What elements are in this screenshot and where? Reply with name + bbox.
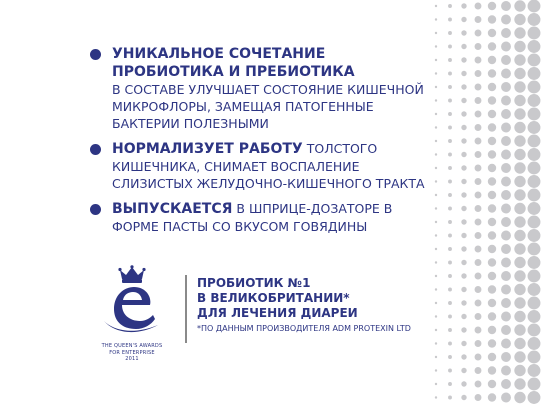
feature-item-1 [90,45,430,132]
feature-item-3 [90,200,430,235]
claim-line: В ВЕЛИКОБРИТАНИИ* [197,291,350,305]
bullet-icon [90,204,101,215]
feature-list [90,45,430,243]
claim-block [197,276,417,334]
feature-body: ТОЛСТОГО КИШЕЧНИКА, СНИМАЕТ ВОСПАЛЕНИЕ СЛИЗИСТЫХ ЖЕЛУДОЧНО-КИШЕЧНОГО ТРАКТА [112,141,425,191]
award-caption [92,343,172,363]
feature-heading-line: ПРОБИОТИКА И ПРЕБИОТИКА [112,64,355,80]
divider [185,275,187,343]
award-caption-line: THE QUEEN'S AWARDS [101,343,163,349]
award-year: 2011 [125,356,139,362]
feature-body: В ШПРИЦЕ-ДОЗАТОРЕ В ФОРМЕ ПАСТЫ СО ВКУСОМ ГОВЯДИНЫ [112,201,393,234]
feature-item-2 [90,140,430,192]
bullet-icon [90,144,101,155]
feature-heading: НОРМАЛИЗУЕТ РАБОТУ [112,141,303,157]
feature-heading-line: УНИКАЛЬНОЕ СОЧЕТАНИЕ [112,46,326,62]
queens-award-logo [92,265,172,363]
claim-line: ПРОБИОТИК №1 [197,276,311,290]
bullet-icon [90,49,101,60]
award-caption-line: FOR ENTERPRISE [109,349,155,356]
claim-line: ДЛЯ ЛЕЧЕНИЯ ДИАРЕИ [197,306,358,320]
dot-pattern-decoration [428,0,546,410]
feature-body: В СОСТАВЕ УЛУЧШАЕТ СОСТОЯНИЕ КИШЕЧНОЙ МИКРОФЛОРЫ, ЗАМЕЩАЯ ПАТОГЕННЫЕ БАКТЕРИИ ПОЛЕЗНЫМИ [112,82,424,131]
feature-heading: ВЫПУСКАЕТСЯ [112,201,233,217]
claim-footnote: *ПО ДАННЫМ ПРОИЗВОДИТЕЛЯ ADM PROTEXIN LTD [197,324,411,333]
queens-award-emblem-icon [100,265,164,337]
